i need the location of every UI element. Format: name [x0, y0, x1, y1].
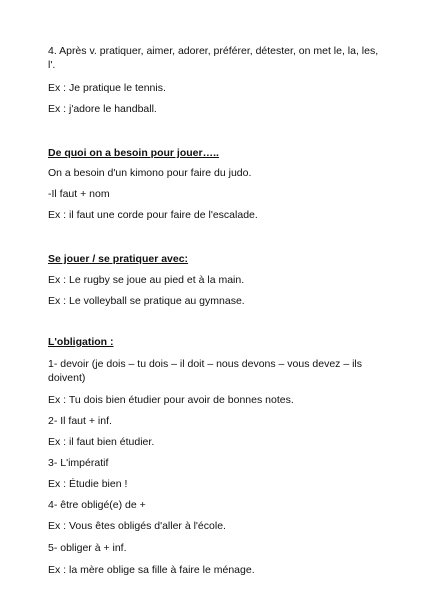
heading-besoin: De quoi on a besoin pour jouer…..	[48, 147, 219, 159]
rule-il-faut-inf: 2- Il faut + inf.	[48, 415, 112, 427]
rule-imperatif: 3- L'impératif	[48, 457, 109, 469]
rule-obliger-a: 5- obliger à + inf.	[48, 542, 127, 554]
example-rugby: Ex : Le rugby se joue au pied et à la main.	[48, 274, 245, 286]
heading-se-jouer: Se jouer / se pratiquer avec:	[48, 253, 189, 265]
example-escalade: Ex : il faut une corde pour faire de l'escalade.	[48, 209, 258, 221]
example-etudie-bien: Ex : Étudie bien !	[48, 478, 128, 490]
example-il-faut-etudier: Ex : il faut bien étudier.	[48, 436, 155, 448]
heading-obligation: L'obligation :	[48, 336, 114, 348]
example-etudier-notes: Ex : Tu dois bien étudier pour avoir de bonnes notes.	[48, 394, 294, 406]
rule-il-faut-nom: -Il faut + nom	[48, 188, 110, 200]
rule-4-text: 4. Après v. pratiquer, aimer, adorer, préférer, détester, on met le, la, les, l'.	[48, 45, 379, 71]
example-ecole: Ex : Vous êtes obligés d'aller à l'école.	[48, 520, 226, 532]
rule-etre-oblige: 4- être obligé(e) de +	[48, 499, 146, 511]
rule-devoir: 1- devoir (je dois – tu dois – il doit – nous devons – vous devez – ils doivent)	[48, 358, 363, 384]
example-kimono: On a besoin d'un kimono pour faire du judo.	[48, 167, 252, 179]
example-tennis: Ex : Je pratique le tennis.	[48, 82, 166, 94]
example-menage: Ex : la mère oblige sa fille à faire le ménage.	[48, 564, 255, 576]
example-handball: Ex : j'adore le handball.	[48, 103, 157, 115]
example-volleyball: Ex : Le volleyball se pratique au gymnase.	[48, 295, 245, 307]
